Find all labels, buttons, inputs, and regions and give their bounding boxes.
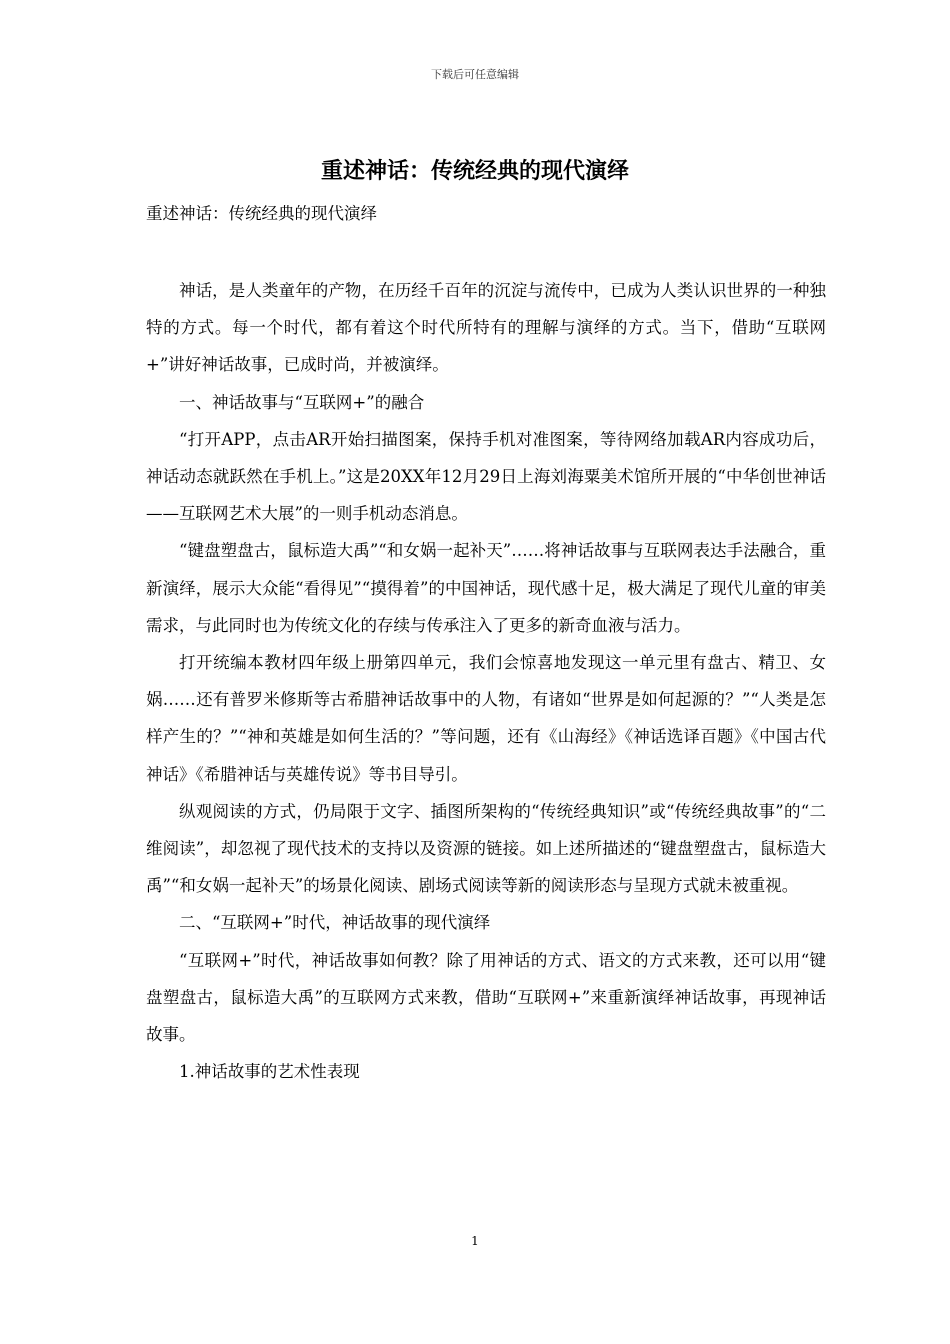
paragraph-reading-methods: 纵观阅读的方式，仍局限于文字、插图所架构的“传统经典知识”或“传统经典故事”的“二维阅读”，却忽视了现代技术的支持以及资源的链接。如上述所描述的“键盘塑盘古，鼠标造大禹”“和女娲一起补天”的场景化阅读、剧场式阅读等新的阅读形态与呈现方式就未被重视。: [146, 801, 826, 896]
document-subtitle: 重述神话：传统经典的现代演绎: [146, 204, 377, 223]
paragraph-internet-teaching: “互联网+”时代，神话故事如何教？除了用神话的方式、语文的方式来教，还可以用“键盘塑盘古，鼠标造大禹”的互联网方式来教，借助“互联网+”来重新演绎神话故事，再现神话故事。: [146, 950, 826, 1045]
page-header-note: 下载后可任意编辑: [431, 68, 519, 81]
section-heading-1: 一、神话故事与“互联网+”的融合: [179, 392, 425, 412]
paragraph-keyboard-pangu: “键盘塑盘古，鼠标造大禹”“和女娲一起补天”……将神话故事与互联网表达手法融合，重新演绎，展示大众能“看得见”“摸得着”的中国神话，现代感十足，极大满足了现代儿童的审美需求，与此同时也为传统文化的存续与传承注入了更多的新奇血液与活力。: [146, 541, 826, 635]
page-number: 1: [471, 1234, 479, 1248]
document-body: [146, 272, 826, 1090]
paragraph-ar-exhibit: “打开APP，点击AR开始扫描图案，保持手机对准图案，等待网络加载AR内容成功后，神话动态就跃然在手机上。”这是20XX年12月29日上海刘海粟美术馆所开展的“中华创世神话——互联网艺术大展”的一则手机动态消息。: [146, 429, 826, 524]
paragraph-intro: 神话，是人类童年的产物，在历经千百年的沉淀与流传中，已成为人类认识世界的一种独特的方式。每一个时代，都有着这个时代所特有的理解与演绎的方式。当下，借助“互联网+”讲好神话故事，已成时尚，并被演绎。: [146, 281, 826, 375]
subsection-heading-1: 1.神话故事的艺术性表现: [179, 1062, 360, 1082]
paragraph-textbook-unit: 打开统编本教材四年级上册第四单元，我们会惊喜地发现这一单元里有盘古、精卫、女娲……还有普罗米修斯等古希腊神话故事中的人物，有诸如“世界是如何起源的？”“人类是怎样产生的？”“神和英雄是如何生活的？”等问题，还有《山海经》《神话选译百题》《中国古代神话》《希腊神话与英雄传说》等书目导引。: [146, 653, 826, 784]
section-heading-2: 二、“互联网+”时代，神话故事的现代演绎: [179, 913, 491, 933]
document-title: 重述神话：传统经典的现代演绎: [320, 158, 629, 184]
